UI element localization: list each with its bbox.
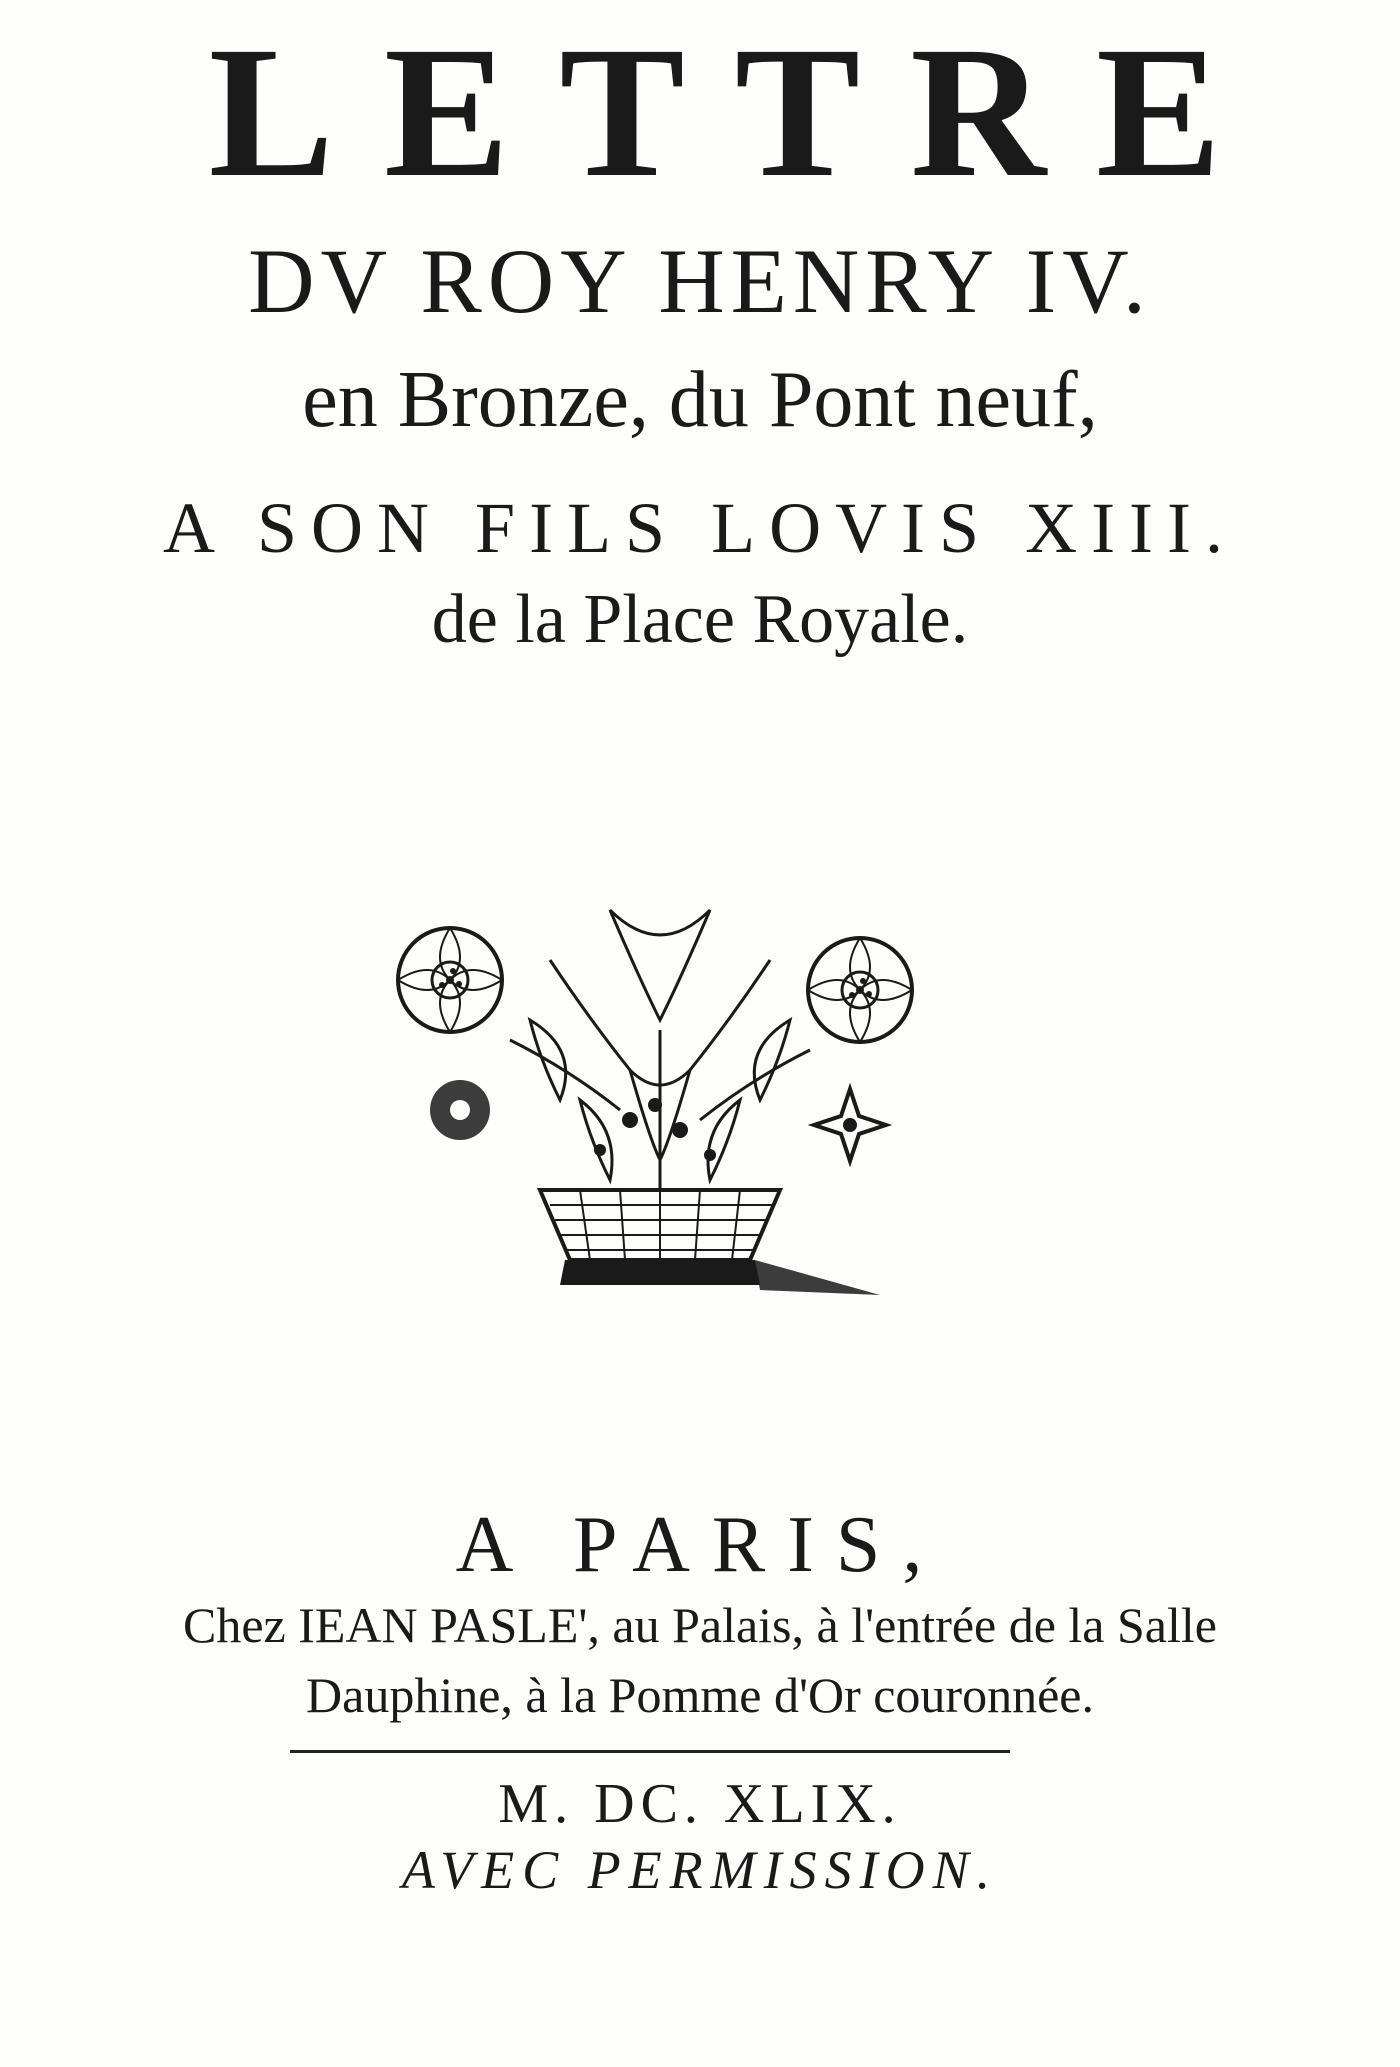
flower-basket-icon [380, 900, 940, 1320]
subtitle-line-3: A SON FILS LOVIS XIII. [162, 488, 1238, 568]
imprint-address: Dauphine, à la Pomme d'Or couronnée. [306, 1667, 1094, 1723]
divider-rule [290, 1750, 1010, 1753]
imprint-year: M. DC. XLIX. [498, 1773, 902, 1835]
page-title: LETTRE [208, 7, 1272, 216]
subtitle-line-4: de la Place Royale. [431, 581, 969, 658]
subtitle-line-1: DV ROY HENRY IV. [248, 230, 1152, 332]
imprint-place: A PARIS, [455, 1501, 945, 1589]
subtitle-line-2: en Bronze, du Pont neuf, [302, 356, 1098, 444]
imprint-printer: Chez IEAN PASLE', au Palais, à l'entrée de la Salle [183, 1597, 1217, 1653]
permission-line: AVEC PERMISSION. [401, 1840, 999, 1900]
